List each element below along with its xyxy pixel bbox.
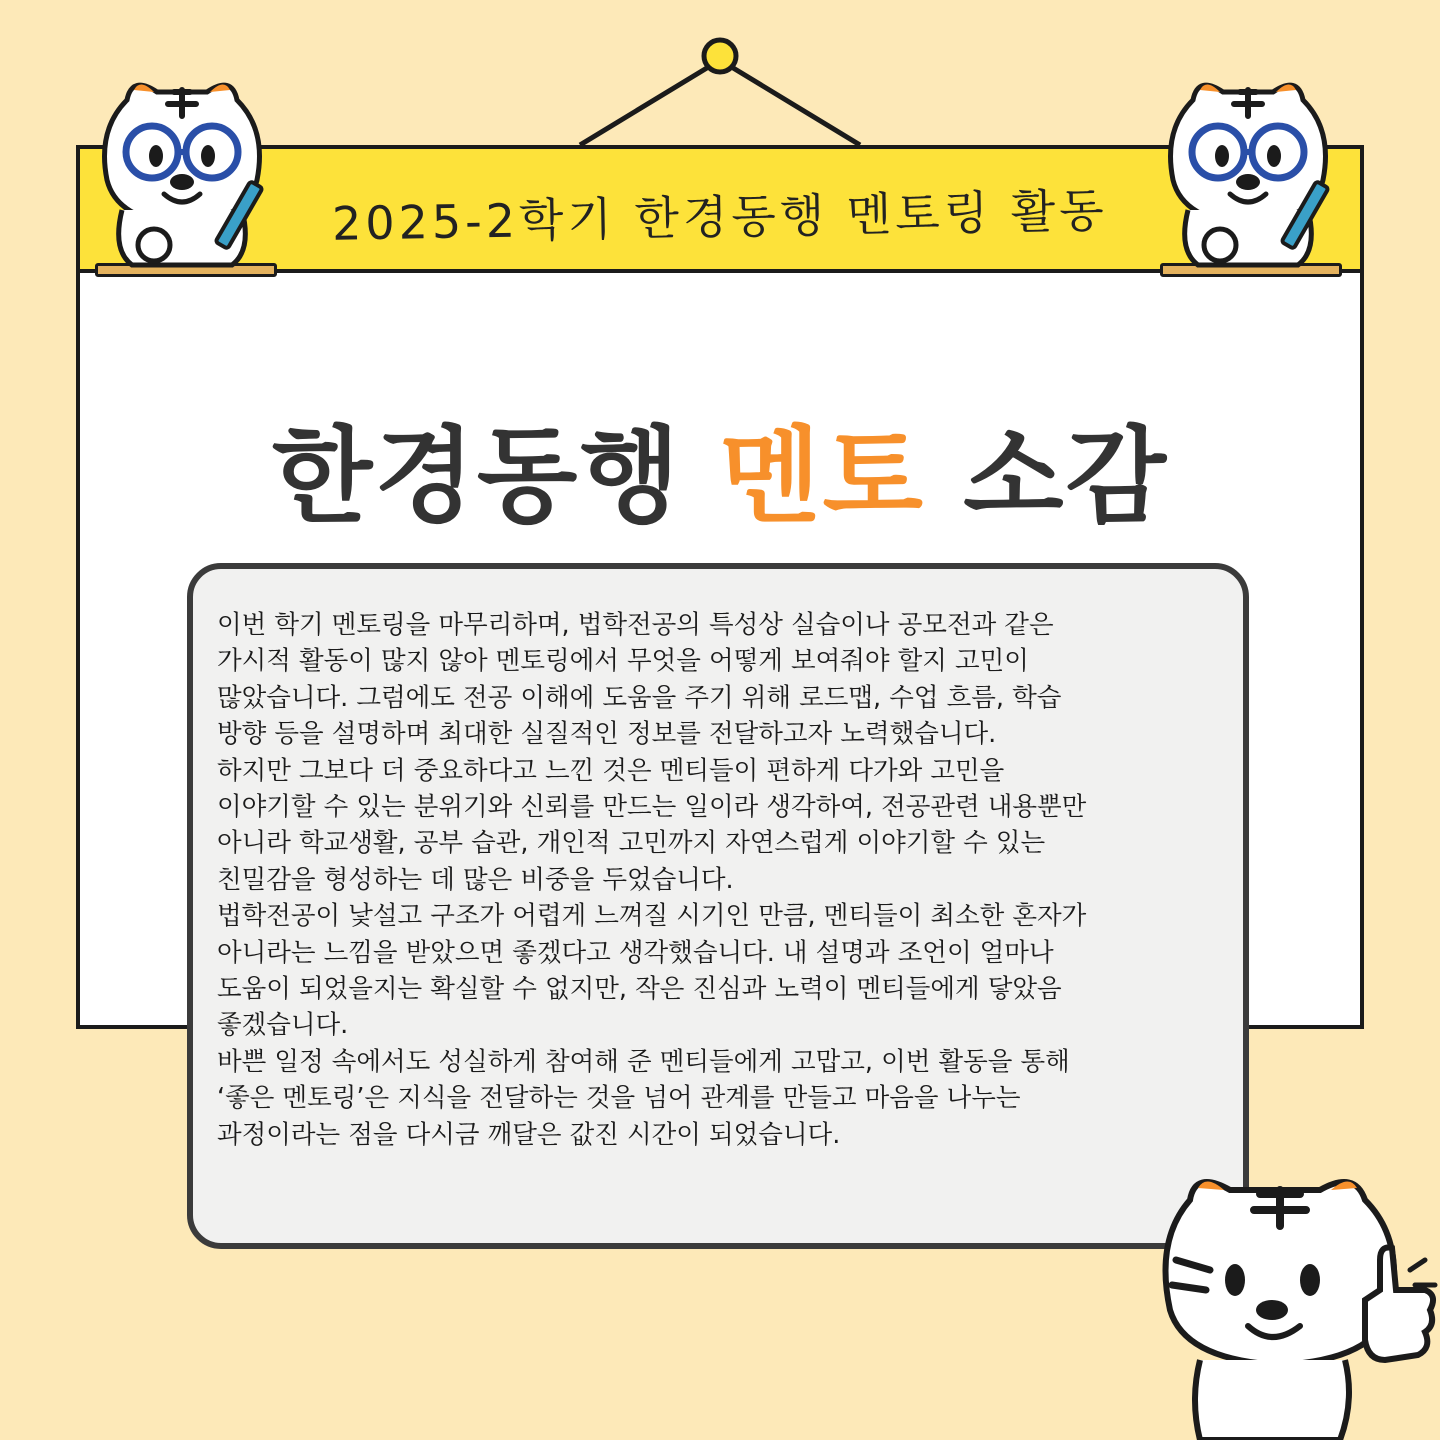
title-part2: 소감 bbox=[963, 415, 1169, 537]
tiger-glasses-pencil-icon bbox=[82, 70, 282, 270]
page-title bbox=[0, 392, 1440, 542]
paragraph-4: 바쁜 일정 속에서도 성실하게 참여해 준 멘티들에게 고맙고, 이번 활동을 통해 ‘좋은 멘토링’은 지식을 전달하는 것을 넘어 관계를 만들고 마음을 나누는 과정이라는 점을 다시금 깨달은 값진 시간이 되었습니다. bbox=[217, 1046, 1070, 1150]
banner-title: 2025-2학기 한경동행 멘토링 활동 bbox=[331, 183, 1109, 251]
tiger-thumbs-up-icon bbox=[1140, 1160, 1440, 1440]
tiger-glasses-pencil-icon bbox=[1148, 70, 1348, 270]
title-accent: 멘토 bbox=[719, 415, 925, 537]
paragraph-2: 하지만 그보다 더 중요하다고 느낀 것은 멘티들이 편하게 다가와 고민을 이야기할 수 있는 분위기와 신뢰를 만드는 일이라 생각하여, 전공관련 내용뿐만 아니라 학교생활, 공부 습관, 개인적 고민까지 자연스럽게 이야기할 수 있는 친밀감을 형성하는 데 많은 비중을 두었습니다. bbox=[217, 755, 1087, 895]
title-part1: 한경동행 bbox=[271, 415, 682, 537]
paragraph-3: 법학전공이 낯설고 구조가 어렵게 느껴질 시기인 만큼, 멘티들이 최소한 혼자가 아니라는 느낌을 받았으면 좋겠다고 생각했습니다. 내 설명과 조언이 얼마나 도움이 되었을지는 확실할 수 없지만, 작은 진심과 노력이 멘티들에게 닿았음 좋겠습니다. bbox=[217, 901, 1087, 1041]
paragraph-1: 이번 학기 멘토링을 마무리하며, 법학전공의 특성상 실습이나 공모전과 같은 가시적 활동이 많지 않아 멘토링에서 무엇을 어떻게 보여줘야 할지 고민이 많았습니다. 그럼에도 전공 이해에 도움을 주기 위해 로드맵, 수업 흐름, 학습 방향 등을 설명하며 최대한 실질적인 정보를 전달하고자 노력했습니다. bbox=[217, 610, 1062, 750]
reflection-textbox bbox=[187, 563, 1249, 1249]
